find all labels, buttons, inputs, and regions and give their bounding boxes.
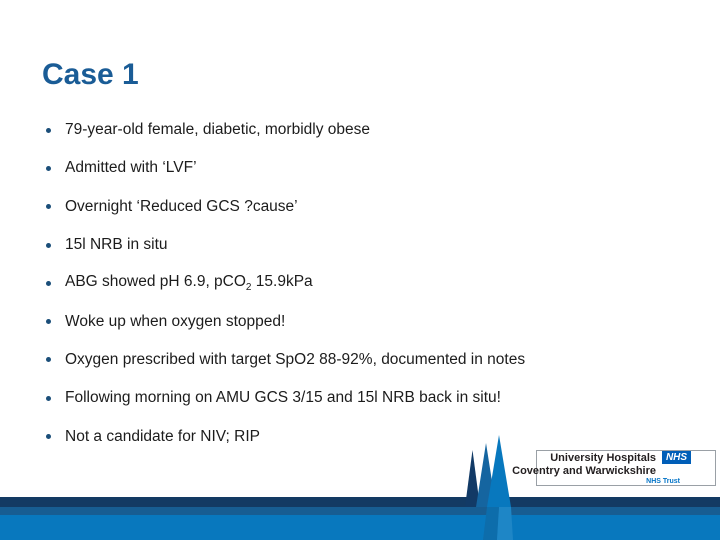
bullet-dot-icon: [46, 396, 51, 401]
bullet-text: Admitted with ‘LVF’: [65, 159, 197, 177]
bullet-list: [46, 111, 686, 456]
logo-trust-text: NHS Trust: [646, 478, 680, 485]
bullet-text: 79-year-old female, diabetic, morbidly obese: [65, 121, 370, 139]
footer-band-mid: [0, 507, 720, 515]
bullet-text: Overnight ‘Reduced GCS ?cause’: [65, 197, 298, 215]
bullet-dot-icon: [46, 204, 51, 209]
footer-band-bright: [0, 515, 720, 540]
bullet-item: [46, 302, 686, 340]
bullet-dot-icon: [46, 434, 51, 439]
abg-text-post: 15.9kPa: [251, 273, 313, 291]
slide-title: Case 1: [42, 58, 139, 91]
bullet-item: [46, 379, 686, 417]
logo-hospitals-text: University Hospitals: [550, 452, 656, 464]
bullet-text: Oxygen prescribed with target SpO2 88-92%, documented in notes: [65, 350, 526, 368]
abg-subscript: 2: [245, 282, 252, 294]
bullet-dot-icon: [46, 357, 51, 362]
bullet-text: Woke up when oxygen stopped!: [65, 312, 286, 330]
bullet-item: [46, 111, 686, 149]
nhs-badge-icon: NHS: [662, 451, 691, 464]
bullet-text: Not a candidate for NIV; RIP: [65, 427, 260, 445]
bullet-dot-icon: [46, 319, 51, 324]
bullet-item: [46, 264, 686, 302]
bullet-text: Following morning on AMU GCS 3/15 and 15l NRB back in situ!: [65, 389, 501, 407]
bullet-dot-icon: [46, 128, 51, 133]
bullet-dot-icon: [46, 243, 51, 248]
footer-band-navy: [0, 497, 720, 507]
bullet-item: [46, 188, 686, 226]
bullet-item: [46, 149, 686, 187]
abg-text-pre: ABG showed pH 6.9, pCO: [65, 273, 246, 291]
logo-location-text: Coventry and Warwickshire: [512, 465, 656, 477]
bullet-item: [46, 341, 686, 379]
bullet-item: [46, 226, 686, 264]
bullet-text: [65, 273, 313, 293]
nhs-trust-logo: [440, 446, 718, 491]
bullet-dot-icon: [46, 281, 51, 286]
bullet-dot-icon: [46, 166, 51, 171]
bullet-text: 15l NRB in situ: [65, 236, 168, 254]
